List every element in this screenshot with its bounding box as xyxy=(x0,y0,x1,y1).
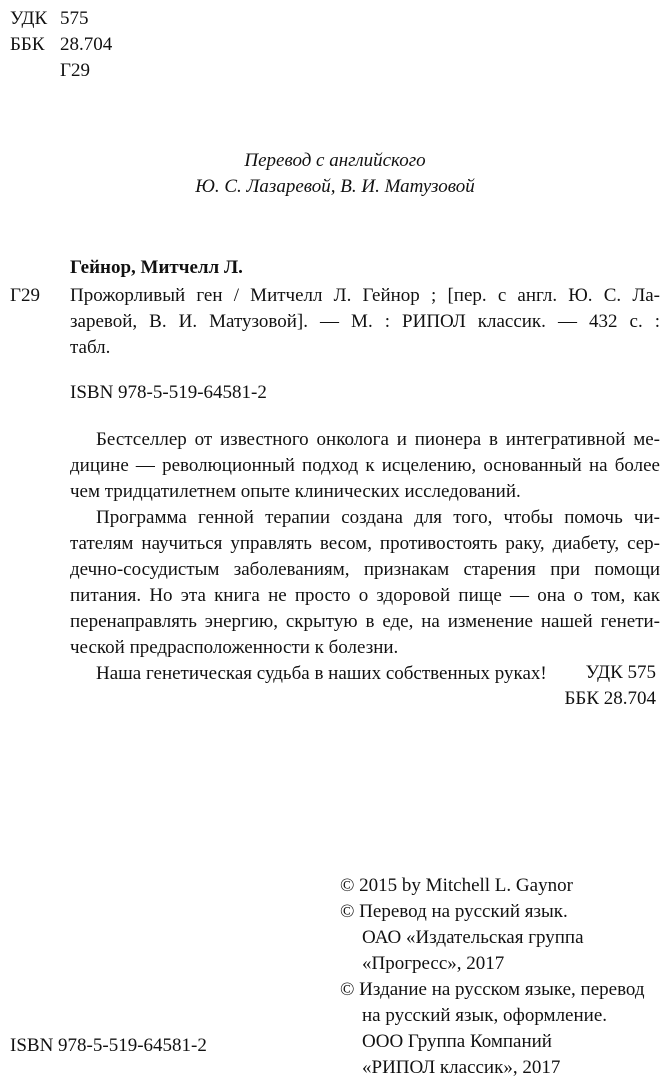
annotation-paragraph-1 xyxy=(70,427,660,505)
annotation-line: Бестселлер от известного онколога и пионера в интегративной ме- xyxy=(96,429,660,450)
copyright-line: © Перевод на русский язык. xyxy=(340,901,568,922)
record-author-mark: Г29 xyxy=(10,285,40,306)
translation-line-1: Перевод с английского xyxy=(244,150,426,171)
annotation-line: дечно-сосудистым заболеваниям, признакам старения при помощи xyxy=(70,559,660,580)
udk-value: 575 xyxy=(60,8,89,29)
annotation-line: питания. Но эта книга не просто о здоровой пище — она о том, как xyxy=(70,585,660,606)
record-description xyxy=(70,283,660,361)
record-line-1: Прожорливый ген / Митчелл Л. Гейнор ; [пер. с англ. Ю. С. Ла- xyxy=(70,285,660,306)
classification-codes-right xyxy=(565,660,657,712)
udk-code: УДК 575 xyxy=(585,662,656,683)
annotation-paragraph-2 xyxy=(70,505,660,661)
annotation-line: дицине — революционный подход к исцелению, основанный на более xyxy=(70,455,660,476)
translation-line-2: Ю. С. Лазаревой, В. И. Матузовой xyxy=(195,176,475,197)
annotation-line: перенаправлять энергию, скрытую в еде, на изменение нашей генети- xyxy=(70,611,660,632)
bbk-label: ББК xyxy=(10,34,45,55)
bbk-code: ББК 28.704 xyxy=(564,688,656,709)
copyright-line: «Прогресс», 2017 xyxy=(362,953,505,974)
classification-codes xyxy=(10,6,112,84)
author-mark: Г29 xyxy=(60,60,90,81)
translation-credit xyxy=(150,148,520,200)
bottom-isbn: ISBN 978-5-519-64581-2 xyxy=(10,1035,207,1056)
annotation-line: тателям научиться управлять весом, противостоять раку, диабету, сер- xyxy=(70,533,660,554)
bbk-value: 28.704 xyxy=(60,34,113,55)
udk-label: УДК xyxy=(10,8,48,29)
copyright-line: ООО Группа Компаний xyxy=(362,1031,552,1052)
record-line-2: заревой, В. И. Матузовой]. — М. : РИПОЛ классик. — 432 с. : xyxy=(70,311,660,332)
copyright-line: © 2015 by Mitchell L. Gaynor xyxy=(340,875,573,896)
annotation xyxy=(70,427,660,687)
annotation-line: Программа генной терапии создана для того, чтобы помочь чи- xyxy=(96,507,660,528)
copyright-line: © Издание на русском языке, перевод xyxy=(340,979,645,1000)
copyright-block xyxy=(340,873,645,1081)
copyright-line: на русский язык, оформление. xyxy=(362,1005,608,1026)
copyright-line: ОАО «Издательская группа xyxy=(362,927,584,948)
record-isbn: ISBN 978-5-519-64581-2 xyxy=(70,382,267,403)
annotation-line: Наша генетическая судьба в наших собственных руках! xyxy=(96,663,547,684)
annotation-line: ческой предрасположенности к болезни. xyxy=(70,637,399,658)
record-line-3: табл. xyxy=(70,337,111,358)
record-author: Гейнор, Митчелл Л. xyxy=(70,257,243,278)
annotation-line: чем тридцатилетнем опыте клинических исследований. xyxy=(70,481,521,502)
copyright-line: «РИПОЛ классик», 2017 xyxy=(362,1057,561,1078)
